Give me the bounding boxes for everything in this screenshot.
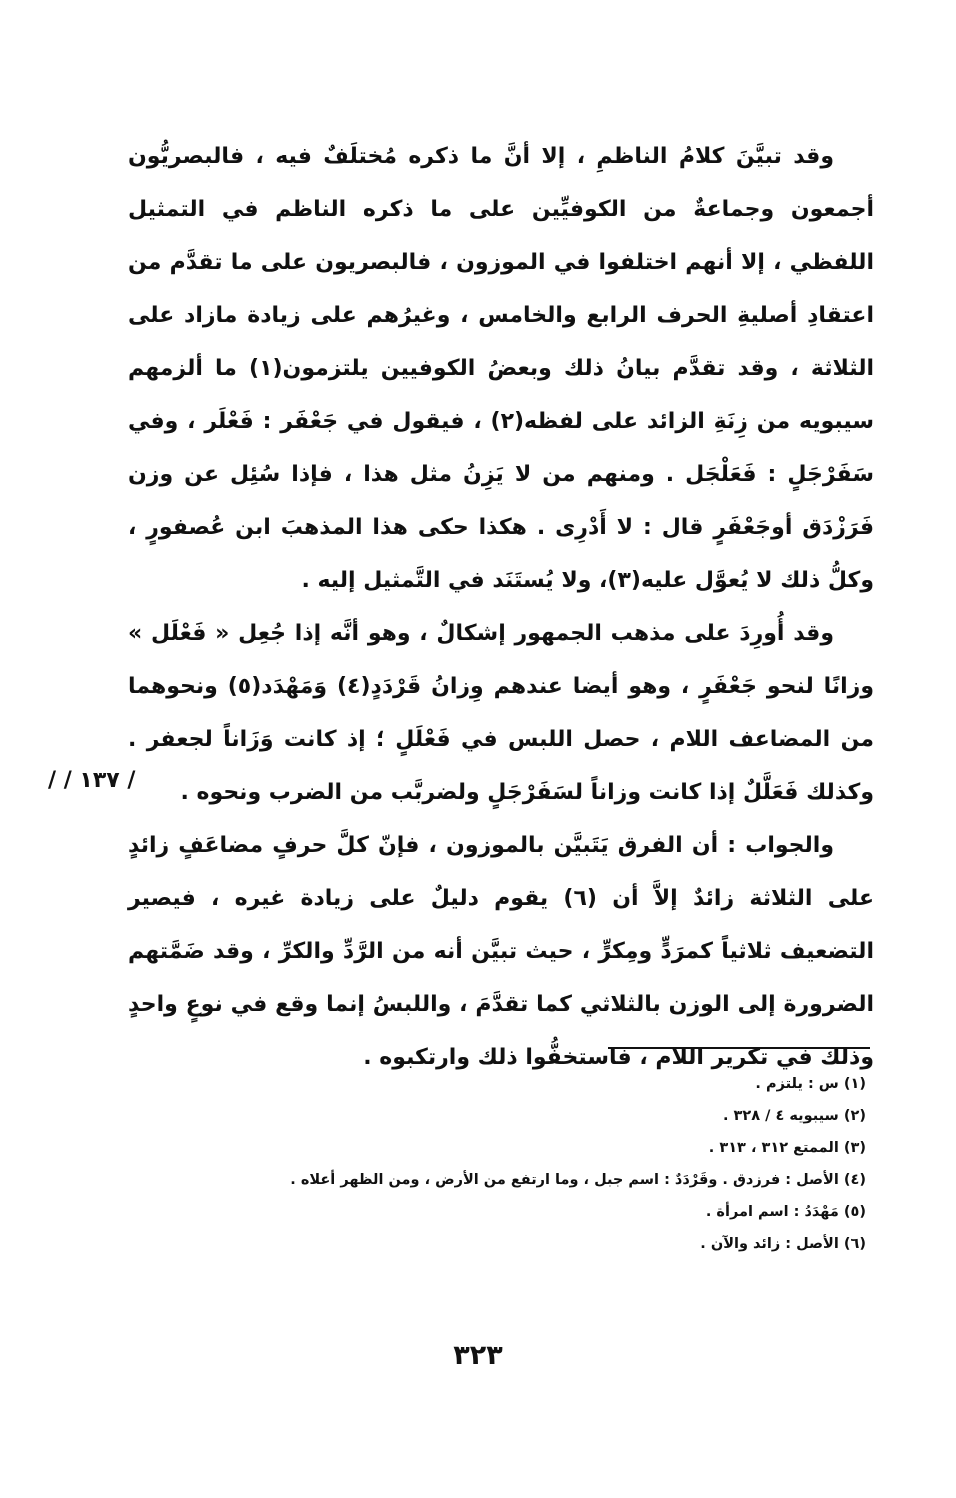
margin-folio-reference: / / ١٣٧ / [48,768,136,793]
main-text [128,130,874,1084]
footnote-4: (٤) الأصل : فرزدق . وقَرْدَدٌ : اسم جبل ، وما ارتفع من الأرض ، ومن الظهر أعلاه . [290,1172,866,1188]
footnote-1: (١) س : يلتزم . [755,1076,866,1092]
paragraph-2: وقد أُورِدَ على مذهب الجمهور إشكالٌ ، وهو أنَّه إذا جُعِل « فَعْلَل » وزانًا لنحو جَعْفَرٍ ، وهو أيضا عندهم وِزانُ قَرْدَدٍ(٤) وَمَهْدَد(٥) ونحوهما من المضاعف اللام ، حصل اللبس في فَعْلَلٍ ؛ إذ كانت وَزَاناً لجعفر . وكذلك فَعَلَّلٌ إذا كانت وزاناً لسَفَرْجَلٍ ولضربَّب من الضرب ونحوه . [128,621,874,805]
footnotes [150,1068,866,1260]
footnote-3: (٣) الممتع ٣١٢ ، ٣١٣ . [708,1140,866,1156]
paragraph-1: وقد تبيَّنَ كلامُ الناظمِ ، إلا أنَّ ما ذكره مُختلَفٌ فيه ، فالبصريُّون أجمعون وجماعةٌ من الكوفيِّين على ما ذكره الناظم في التمثيل اللفظي ، إلا أنهم اختلفوا في الموزون ، فالبصريون على ما تقدَّم من اعتقادِ أصليةِ الحرف الرابع والخامس ، وغيرُهم على زيادة مازاد على الثلاثة ، وقد تقدَّم بيانُ ذلك وبعضُ الكوفيين يلتزمون(١) ما ألزمهم سيبويه من زِنَةِ الزائد على لفظه(٢) ، فيقول في جَعْفَر : فَعْلَر ، وفي سَفَرْجَلٍ : فَعَلْجَل . ومنهم من لا يَزِنُ مثل هذا ، فإذا سُئِل عن وزن فَرَزْدَق أوجَعْفَرٍ قال : لا أَدْرِى . هكذا حكى هذا المذهبَ ابن عُصفورٍ ، وكلُّ ذلك لا يُعوَّل عليه(٣)، ولا يُستَنَد في التَّمثيل إليه . [128,144,874,593]
footnote-5: (٥) مَهْدَدُ : اسم امرأة . [705,1204,866,1220]
footnote-6: (٦) الأصل : زائد والآن . [700,1236,866,1252]
page-number: ٣٢٣ [453,1340,503,1371]
footnote-2: (٢) سيبويه ٤ / ٣٢٨ . [722,1108,866,1124]
paragraph-3: والجواب : أن الفرق يَتَبيَّن بالموزون ، فإنّ كلَّ حرفٍ مضاعَفٍ زائدٍ على الثلاثة زائدٌ إلاَّ أن (٦) يقوم دليلٌ على زيادة غيره ، فيصير التضعيف ثلاثياً كمرَدٍّ ومِكرٍّ ، حيث تبيَّن أنه من الرَّدِّ والكرِّ ، وقد ضَمَّتهم الضرورة إلى الوزن بالثلاثي كما تقدَّمَ ، واللبسُ إنما وقع في نوعٍ واحدٍ وذلك في تكرير اللام ، فاستخفُّوا ذلك وارتكبوه . [128,833,874,1070]
footnote-divider [608,1047,870,1049]
